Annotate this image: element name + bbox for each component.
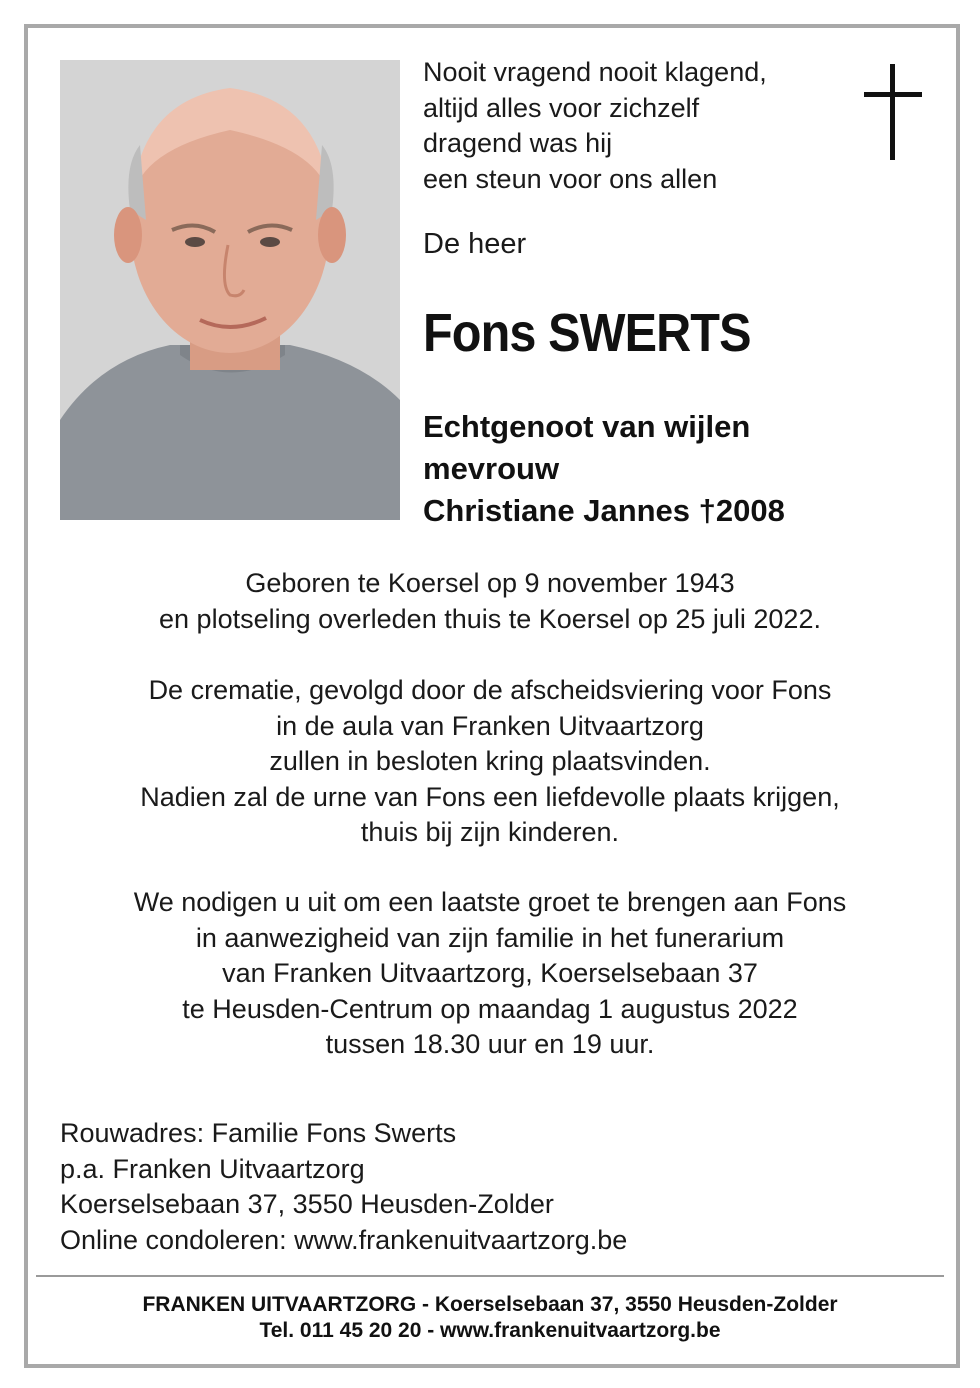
mourning-address: [60, 1116, 627, 1258]
text-line: We nodigen u uit om een laatste groet te brengen aan Fons: [133, 887, 847, 917]
footer: [40, 1292, 940, 1344]
address-line: p.a. Franken Uitvaartzorg: [60, 1153, 365, 1184]
cross-icon: [864, 64, 922, 160]
birth-death-text: [40, 566, 940, 637]
text-line: zullen in besloten kring plaatsvinden.: [269, 746, 711, 776]
spouse-line: Christiane Jannes †2008: [423, 493, 785, 528]
title-prefix: De heer: [423, 228, 527, 260]
text-line: en plotseling overleden thuis te Koersel op 25 juli 2022.: [159, 603, 821, 634]
text-line: thuis bij zijn kinderen.: [360, 817, 620, 847]
deceased-name: Fons SWERTS: [423, 303, 751, 363]
invitation-text: [40, 885, 940, 1063]
address-line: Koerselsebaan 37, 3550 Heusden-Zolder: [60, 1189, 554, 1219]
poem-line: altijd alles voor zichzelf: [423, 92, 700, 123]
address-line: Rouwadres: Familie Fons Swerts: [60, 1118, 457, 1148]
text-line: Nadien zal de urne van Fons een liefdevolle plaats krijgen,: [140, 781, 840, 812]
poem-line: een steun voor ons allen: [423, 163, 718, 194]
poem-line: Nooit vragend nooit klagend,: [423, 57, 767, 87]
spouse-line: Echtgenoot van wijlen: [423, 409, 751, 444]
address-line: Online condoleren: www.frankenuitvaartzorg.be: [60, 1224, 628, 1255]
footer-divider: [36, 1275, 944, 1277]
footer-line: Tel. 011 45 20 20 - www.frankenuitvaartzorg.be: [259, 1319, 721, 1342]
spouse-info: [423, 406, 785, 532]
poem: [423, 55, 767, 197]
text-line: Geboren te Koersel op 9 november 1943: [245, 568, 735, 598]
text-line: De crematie, gevolgd door de afscheidsviering voor Fons: [148, 675, 832, 705]
text-line: in aanwezigheid van zijn familie in het funerarium: [195, 922, 785, 953]
text-line: van Franken Uitvaartzorg, Koerselsebaan 37: [222, 958, 758, 988]
text-line: te Heusden-Centrum op maandag 1 augustus 2022: [182, 993, 798, 1024]
portrait-photo: [60, 60, 400, 520]
text-line: in de aula van Franken Uitvaartzorg: [276, 710, 704, 741]
footer-line: FRANKEN UITVAARTZORG - Koerselsebaan 37, 3550 Heusden-Zolder: [142, 1293, 838, 1316]
ceremony-text: [40, 673, 940, 851]
text-line: tussen 18.30 uur en 19 uur.: [325, 1029, 655, 1059]
spouse-line: mevrouw: [423, 451, 560, 486]
poem-line: dragend was hij: [423, 128, 613, 158]
